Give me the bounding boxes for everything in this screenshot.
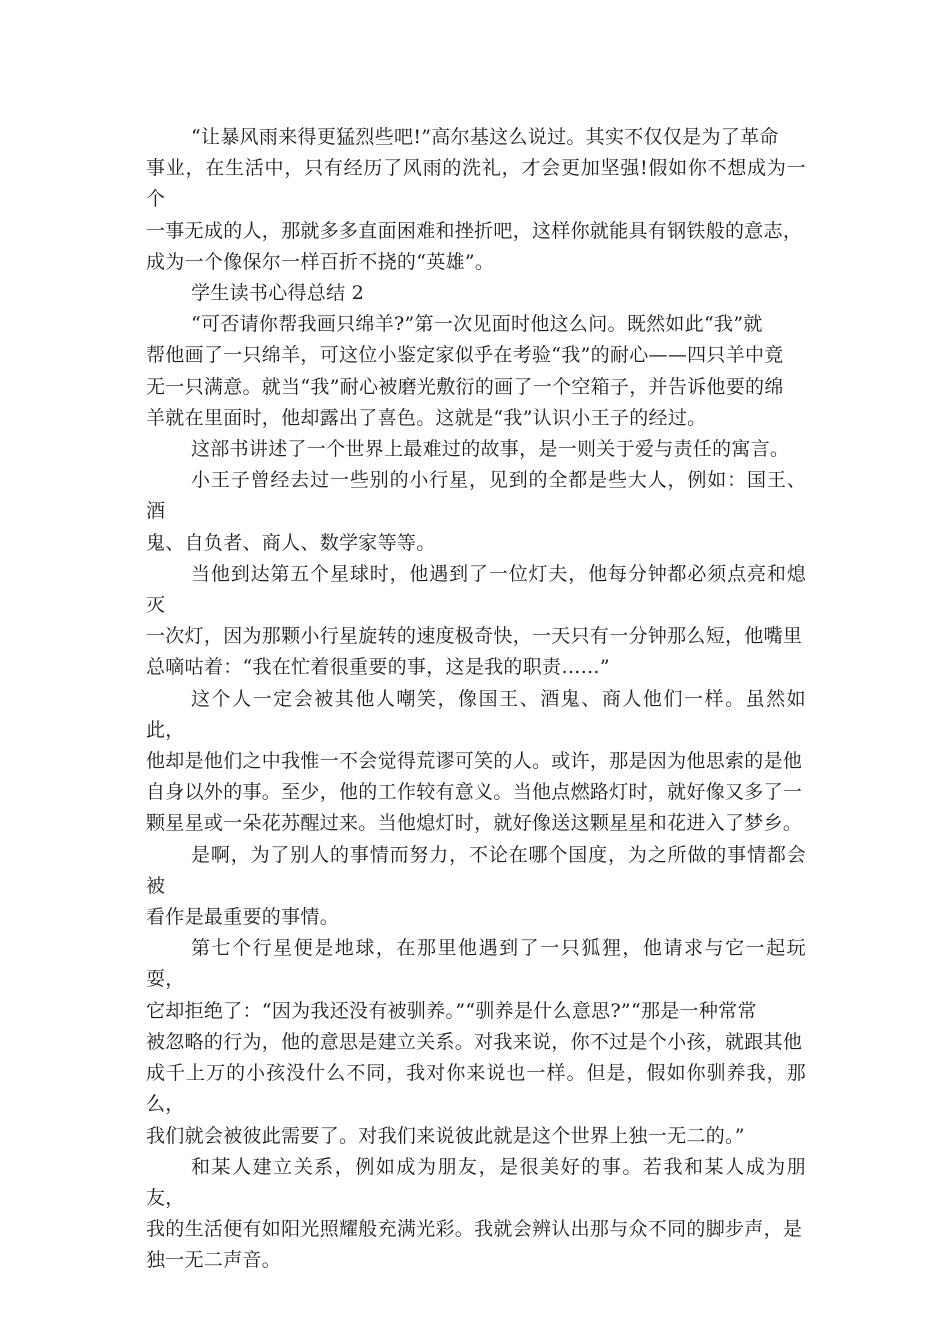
text-line: “让暴风雨来得更猛烈些吧!”高尔基这么说过。其实不仅仅是为了革命 bbox=[191, 126, 779, 148]
paragraph bbox=[146, 684, 806, 840]
text-line: 它却拒绝了：“因为我还没有被驯养。”“驯养是什么意思?”“那是一种常常 bbox=[146, 999, 757, 1022]
text-line: 和某人建立关系，例如成为朋友，是很美好的事。若我和某人成为朋友， bbox=[146, 1155, 806, 1209]
text-line: “可否请你帮我画只绵羊?”第一次见面时他这么问。既然如此“我”就 bbox=[191, 313, 763, 336]
text-line: 颗星星或一朵花苏醒过来。当他熄灯时，就好像送这颗星星和花进入了梦乡。 bbox=[146, 812, 803, 835]
text-line: 看作是最重要的事情。 bbox=[146, 906, 340, 929]
text-line: 我的生活便有如阳光照耀般充满光彩。我就会辨认出那与众不同的脚步声，是 bbox=[146, 1218, 803, 1241]
paragraph bbox=[146, 465, 806, 559]
text-line: 一次灯，因为那颗小行星旋转的速度极奇快，一天只有一分钟那么短，他嘴里 bbox=[146, 625, 803, 648]
text-line: 当他到达第五个星球时，他遇到了一位灯夫，他每分钟都必须点亮和熄灭 bbox=[146, 562, 806, 617]
document-page bbox=[146, 122, 806, 1277]
paragraph bbox=[146, 933, 806, 1151]
text-line: 自身以外的事。至少，他的工作较有意义。当他点燃路灯时，就好像又多了一 bbox=[146, 781, 803, 804]
text-line: 无一只满意。就当“我”耐心被磨光敷衍的画了一个空箱子，并告诉他要的绵 bbox=[146, 375, 784, 398]
text-line: 独一无二声音。 bbox=[146, 1249, 282, 1272]
text-line: 是啊，为了别人的事情而努力，不论在哪个国度，为之所做的事情都会被 bbox=[146, 843, 806, 897]
paragraph bbox=[146, 1152, 806, 1277]
text-line: 他却是他们之中我惟一不会觉得荒谬可笑的人。或许，那是因为他思索的是他 bbox=[146, 750, 803, 773]
text-line: 这部书讲述了一个世界上最难过的故事，是一则关于爱与责任的寓言。 bbox=[191, 438, 790, 461]
text-line: 帮他画了一只绵羊，可这位小鉴定家似乎在考验“我”的耐心——四只羊中竟 bbox=[146, 344, 784, 367]
text-line: 成千上万的小孩没什么不同，我对你来说也一样。但是，假如你驯养我，那么， bbox=[146, 1062, 806, 1116]
text-line: 一事无成的人，那就多多直面困难和挫折吧，这样你就能具有钢铁般的意志， bbox=[146, 219, 803, 242]
paragraph bbox=[146, 434, 806, 465]
text-line: 我们就会被彼此需要了。对我们来说彼此就是这个世界上独一无二的。” bbox=[146, 1124, 745, 1147]
section-title: 学生读书心得总结 2 bbox=[191, 282, 365, 305]
text-line: 这个人一定会被其他人嘲笑，像国王、酒鬼、商人他们一样。虽然如此， bbox=[146, 687, 806, 741]
text-line: 事业，在生活中，只有经历了风雨的洗礼，才会更加坚强!假如你不想成为一个 bbox=[146, 157, 806, 211]
paragraph bbox=[146, 559, 806, 684]
text-line: 鬼、自负者、商人、数学家等等。 bbox=[146, 531, 436, 554]
text-line: 成为一个像保尔一样百折不挠的“英雄”。 bbox=[146, 250, 495, 273]
paragraph bbox=[146, 309, 806, 434]
text-line: 羊就在里面时，他却露出了喜色。这就是“我”认识小王子的经过。 bbox=[146, 406, 707, 429]
text-line: 小王子曾经去过一些别的小行星，见到的全都是些大人，例如：国王、酒 bbox=[146, 469, 806, 523]
text-line: 第七个行星便是地球，在那里他遇到了一只狐狸，他请求与它一起玩耍， bbox=[146, 937, 806, 991]
text-line: 总嘀咕着：“我在忙着很重要的事，这是我的职责……” bbox=[146, 656, 610, 679]
paragraph bbox=[146, 840, 806, 934]
text-line: 被忽略的行为，他的意思是建立关系。对我来说，你不过是个小孩，就跟其他 bbox=[146, 1030, 803, 1053]
paragraph-intro bbox=[146, 122, 806, 278]
